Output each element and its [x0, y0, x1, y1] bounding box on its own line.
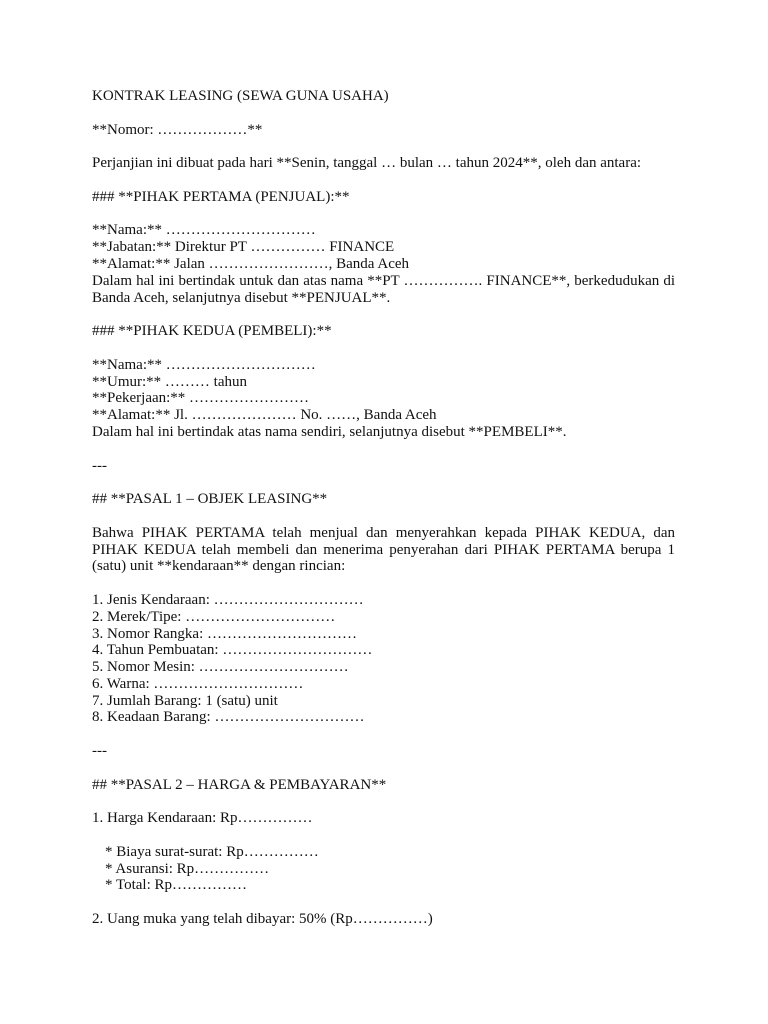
pasal1-item-tahun: 4. Tahun Pembuatan: …………………………: [92, 642, 373, 659]
pihak-pertama-nama: **Nama:** …………………………: [92, 222, 316, 239]
pihak-pertama-alamat: **Alamat:** Jalan ……………………, Banda Aceh: [92, 255, 410, 272]
pasal2-subitem-asuransi: * Asuransi: Rp……………: [105, 860, 270, 877]
pasal1-item-jumlah: 7. Jumlah Barang: 1 (satu) unit: [92, 692, 278, 709]
pasal2-item-harga: 1. Harga Kendaraan: Rp……………: [92, 810, 313, 827]
document-page: [92, 88, 675, 928]
pihak-kedua-umur: **Umur:** ……… tahun: [92, 373, 247, 390]
pihak-kedua-alamat: **Alamat:** Jl. ………………… No. ……, Banda Aceh: [92, 407, 437, 424]
intro-paragraph: Perjanjian ini dibuat pada hari **Senin, tanggal … bulan … tahun 2024**, oleh dan antara:: [92, 155, 642, 172]
pasal1-heading: ## **PASAL 1 – OBJEK LEASING**: [92, 491, 328, 508]
pasal2-subitem-total: * Total: Rp……………: [105, 877, 248, 894]
pasal1-item-merek: 2. Merek/Tipe: …………………………: [92, 608, 336, 625]
contract-number: **Nomor: ………………**: [92, 121, 263, 138]
pasal1-item-warna: 6. Warna: …………………………: [92, 675, 304, 692]
pasal2-subitem-biaya-surat: * Biaya surat-surat: Rp……………: [105, 843, 319, 860]
separator: ---: [92, 457, 107, 474]
pihak-pertama-keterangan: Dalam hal ini bertindak untuk dan atas nama **PT ……………. FINANCE**, berkedudukan di Banda Aceh, selanjutnya disebut **PENJUAL**.: [92, 272, 675, 306]
pasal1-item-mesin: 5. Nomor Mesin: …………………………: [92, 659, 349, 676]
pihak-pertama-jabatan: **Jabatan:** Direktur PT …………… FINANCE: [92, 239, 395, 256]
pasal2-item-uang-muka: 2. Uang muka yang telah dibayar: 50% (Rp……………): [92, 911, 433, 928]
pihak-pertama-heading: ### **PIHAK PERTAMA (PENJUAL):**: [92, 188, 350, 205]
pihak-kedua-nama: **Nama:** …………………………: [92, 356, 316, 373]
pihak-kedua-keterangan: Dalam hal ini bertindak atas nama sendiri, selanjutnya disebut **PEMBELI**.: [92, 423, 567, 440]
pasal1-body: Bahwa PIHAK PERTAMA telah menjual dan menyerahkan kepada PIHAK KEDUA, dan PIHAK KEDUA telah membeli dan menerima penyerahan dari PIHAK PERTAMA berupa 1 (satu) unit **kendaraan** dengan rincian:: [92, 524, 675, 575]
pasal1-item-rangka: 3. Nomor Rangka: …………………………: [92, 625, 357, 642]
pasal2-heading: ## **PASAL 2 – HARGA & PEMBAYARAN**: [92, 776, 387, 793]
pasal1-item-keadaan: 8. Keadaan Barang: …………………………: [92, 709, 365, 726]
document-title: KONTRAK LEASING (SEWA GUNA USAHA): [92, 88, 389, 104]
separator: ---: [92, 743, 107, 760]
pihak-kedua-pekerjaan: **Pekerjaan:** ……………………: [92, 390, 310, 407]
pasal1-item-jenis: 1. Jenis Kendaraan: …………………………: [92, 591, 364, 608]
pihak-kedua-heading: ### **PIHAK KEDUA (PEMBELI):**: [92, 323, 332, 340]
